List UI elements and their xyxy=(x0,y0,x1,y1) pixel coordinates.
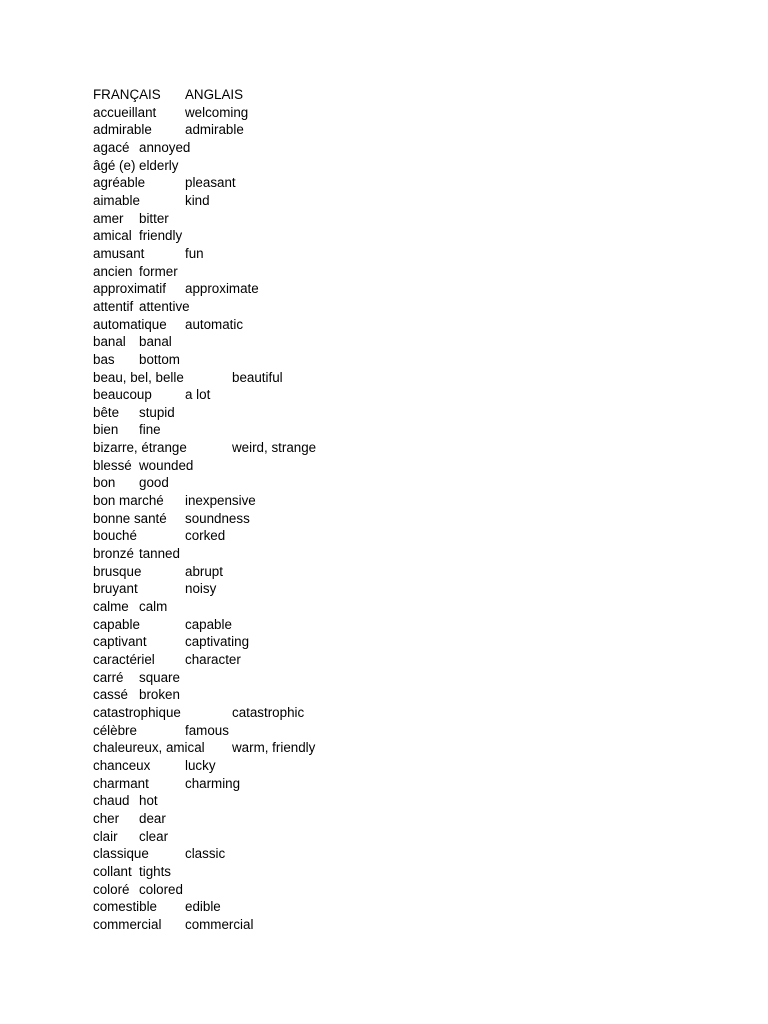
french-word: bon marché xyxy=(93,493,164,509)
french-word: calme xyxy=(93,599,129,615)
vocab-row xyxy=(93,210,693,228)
english-word: colored xyxy=(139,881,183,897)
vocab-row xyxy=(93,298,693,316)
english-word: fun xyxy=(185,245,204,261)
vocab-row xyxy=(93,351,693,369)
french-word: automatique xyxy=(93,316,167,332)
french-word: bonne santé xyxy=(93,510,167,526)
english-word: wounded xyxy=(139,457,194,473)
french-word: bronzé xyxy=(93,546,134,562)
vocab-row xyxy=(93,775,693,793)
vocab-row xyxy=(93,722,693,740)
english-word: soundness xyxy=(185,510,250,526)
vocab-row xyxy=(93,421,693,439)
french-word: clair xyxy=(93,828,118,844)
vocab-row xyxy=(93,280,693,298)
french-word: approximatif xyxy=(93,281,166,297)
vocab-row xyxy=(93,457,693,475)
vocab-row xyxy=(93,863,693,881)
french-word: amusant xyxy=(93,245,145,261)
vocab-row xyxy=(93,263,693,281)
french-word: accueillant xyxy=(93,104,157,120)
french-word: coloré xyxy=(93,881,130,897)
english-word: calm xyxy=(139,599,168,615)
english-word: former xyxy=(139,263,178,279)
french-word: cassé xyxy=(93,687,128,703)
vocab-row xyxy=(93,157,693,175)
vocab-row xyxy=(93,580,693,598)
french-word: chanceux xyxy=(93,757,151,773)
vocab-row xyxy=(93,898,693,916)
english-word: a lot xyxy=(185,387,211,403)
english-word: dear xyxy=(139,810,166,826)
french-word: charmant xyxy=(93,775,149,791)
french-word: beau, bel, belle xyxy=(93,369,184,385)
vocab-row xyxy=(93,121,693,139)
french-word: captivant xyxy=(93,634,147,650)
french-word: agréable xyxy=(93,175,146,191)
vocab-row xyxy=(93,386,693,404)
vocab-row xyxy=(93,545,693,563)
french-word: attentif xyxy=(93,298,134,314)
vocab-row xyxy=(93,527,693,545)
french-word: commercial xyxy=(93,916,162,932)
english-word: welcoming xyxy=(185,104,249,120)
english-word: classic xyxy=(185,846,226,862)
vocab-row xyxy=(93,686,693,704)
english-word: admirable xyxy=(185,122,244,138)
english-word: fine xyxy=(139,422,161,438)
french-word: collant xyxy=(93,863,132,879)
english-word: hot xyxy=(139,793,158,809)
french-word: carré xyxy=(93,669,124,685)
vocab-row xyxy=(93,757,693,775)
french-word: banal xyxy=(93,334,126,350)
english-word: clear xyxy=(139,828,169,844)
english-word: captivating xyxy=(185,634,250,650)
english-word: lucky xyxy=(185,757,216,773)
english-word: tanned xyxy=(139,546,180,562)
english-word: approximate xyxy=(185,281,259,297)
vocab-row xyxy=(93,704,693,722)
english-word: abrupt xyxy=(185,563,223,579)
vocab-row xyxy=(93,828,693,846)
vocab-row xyxy=(93,404,693,422)
vocab-row xyxy=(93,810,693,828)
french-word: bouché xyxy=(93,528,137,544)
french-word: bon xyxy=(93,475,116,491)
vocab-row xyxy=(93,651,693,669)
english-word: corked xyxy=(185,528,226,544)
english-word: banal xyxy=(139,334,172,350)
french-word: comestible xyxy=(93,899,158,915)
vocab-row xyxy=(93,669,693,687)
french-word: brusque xyxy=(93,563,142,579)
english-word: elderly xyxy=(139,157,179,173)
header-french: FRANÇAIS xyxy=(93,87,161,102)
french-word: capable xyxy=(93,616,140,632)
vocab-row xyxy=(93,510,693,528)
vocab-row xyxy=(93,845,693,863)
french-word: admirable xyxy=(93,122,152,138)
english-word: kind xyxy=(185,192,210,208)
vocab-row xyxy=(93,139,693,157)
english-word: noisy xyxy=(185,581,217,597)
english-word: edible xyxy=(185,899,221,915)
english-word: commercial xyxy=(185,916,254,932)
vocab-row xyxy=(93,563,693,581)
english-word: automatic xyxy=(185,316,244,332)
english-word: broken xyxy=(139,687,180,703)
french-word: amical xyxy=(93,228,132,244)
header-english: ANGLAIS xyxy=(185,87,244,102)
vocab-row xyxy=(93,333,693,351)
french-word: âgé (e) xyxy=(93,157,136,173)
english-word: inexpensive xyxy=(185,493,256,509)
french-word: bête xyxy=(93,404,120,420)
vocab-row xyxy=(93,192,693,210)
french-word: caractériel xyxy=(93,652,155,667)
vocab-row xyxy=(93,492,693,510)
english-word: square xyxy=(139,669,180,685)
vocab-row xyxy=(93,369,693,387)
english-word: pleasant xyxy=(185,175,236,191)
english-word: good xyxy=(139,475,169,491)
english-word: attentive xyxy=(139,298,190,314)
vocab-row xyxy=(93,881,693,899)
french-word: classique xyxy=(93,846,149,862)
english-word: character xyxy=(185,652,241,667)
vocab-row xyxy=(93,316,693,334)
vocab-row xyxy=(93,633,693,651)
english-word: beautiful xyxy=(232,369,283,385)
french-word: bizarre, étrange xyxy=(93,440,187,456)
vocab-row xyxy=(93,916,693,934)
french-word: amer xyxy=(93,210,124,226)
french-word: célèbre xyxy=(93,722,137,738)
vocab-row xyxy=(93,245,693,263)
english-word: bitter xyxy=(139,210,169,226)
french-word: blessé xyxy=(93,457,132,473)
vocab-row xyxy=(93,598,693,616)
french-word: agacé xyxy=(93,139,130,155)
french-word: ancien xyxy=(93,263,133,279)
english-word: friendly xyxy=(139,228,183,244)
english-word: tights xyxy=(139,863,172,879)
vocab-row xyxy=(93,227,693,245)
english-word: catastrophic xyxy=(232,704,305,720)
vocab-row xyxy=(93,474,693,492)
french-word: aimable xyxy=(93,192,140,208)
vocab-row xyxy=(93,792,693,810)
french-word: chaud xyxy=(93,793,130,809)
french-word: chaleureux, amical xyxy=(93,740,205,756)
french-word: bruyant xyxy=(93,581,138,597)
french-word: beaucoup xyxy=(93,387,152,403)
english-word: capable xyxy=(185,616,232,632)
vocab-row xyxy=(93,439,693,457)
vocab-row xyxy=(93,104,693,122)
french-word: bien xyxy=(93,422,119,438)
english-word: bottom xyxy=(139,351,180,367)
english-word: stupid xyxy=(139,404,175,420)
english-word: weird, strange xyxy=(232,440,317,456)
english-word: warm, friendly xyxy=(232,740,316,756)
french-word: bas xyxy=(93,351,115,367)
english-word: annoyed xyxy=(139,139,191,155)
vocab-row xyxy=(93,616,693,634)
french-word: cher xyxy=(93,810,120,826)
header-row xyxy=(93,86,693,104)
english-word: famous xyxy=(185,722,229,738)
vocab-row xyxy=(93,174,693,192)
french-word: catastrophique xyxy=(93,704,181,720)
vocabulary-table xyxy=(93,86,693,934)
english-word: charming xyxy=(185,775,241,791)
vocab-row xyxy=(93,739,693,757)
